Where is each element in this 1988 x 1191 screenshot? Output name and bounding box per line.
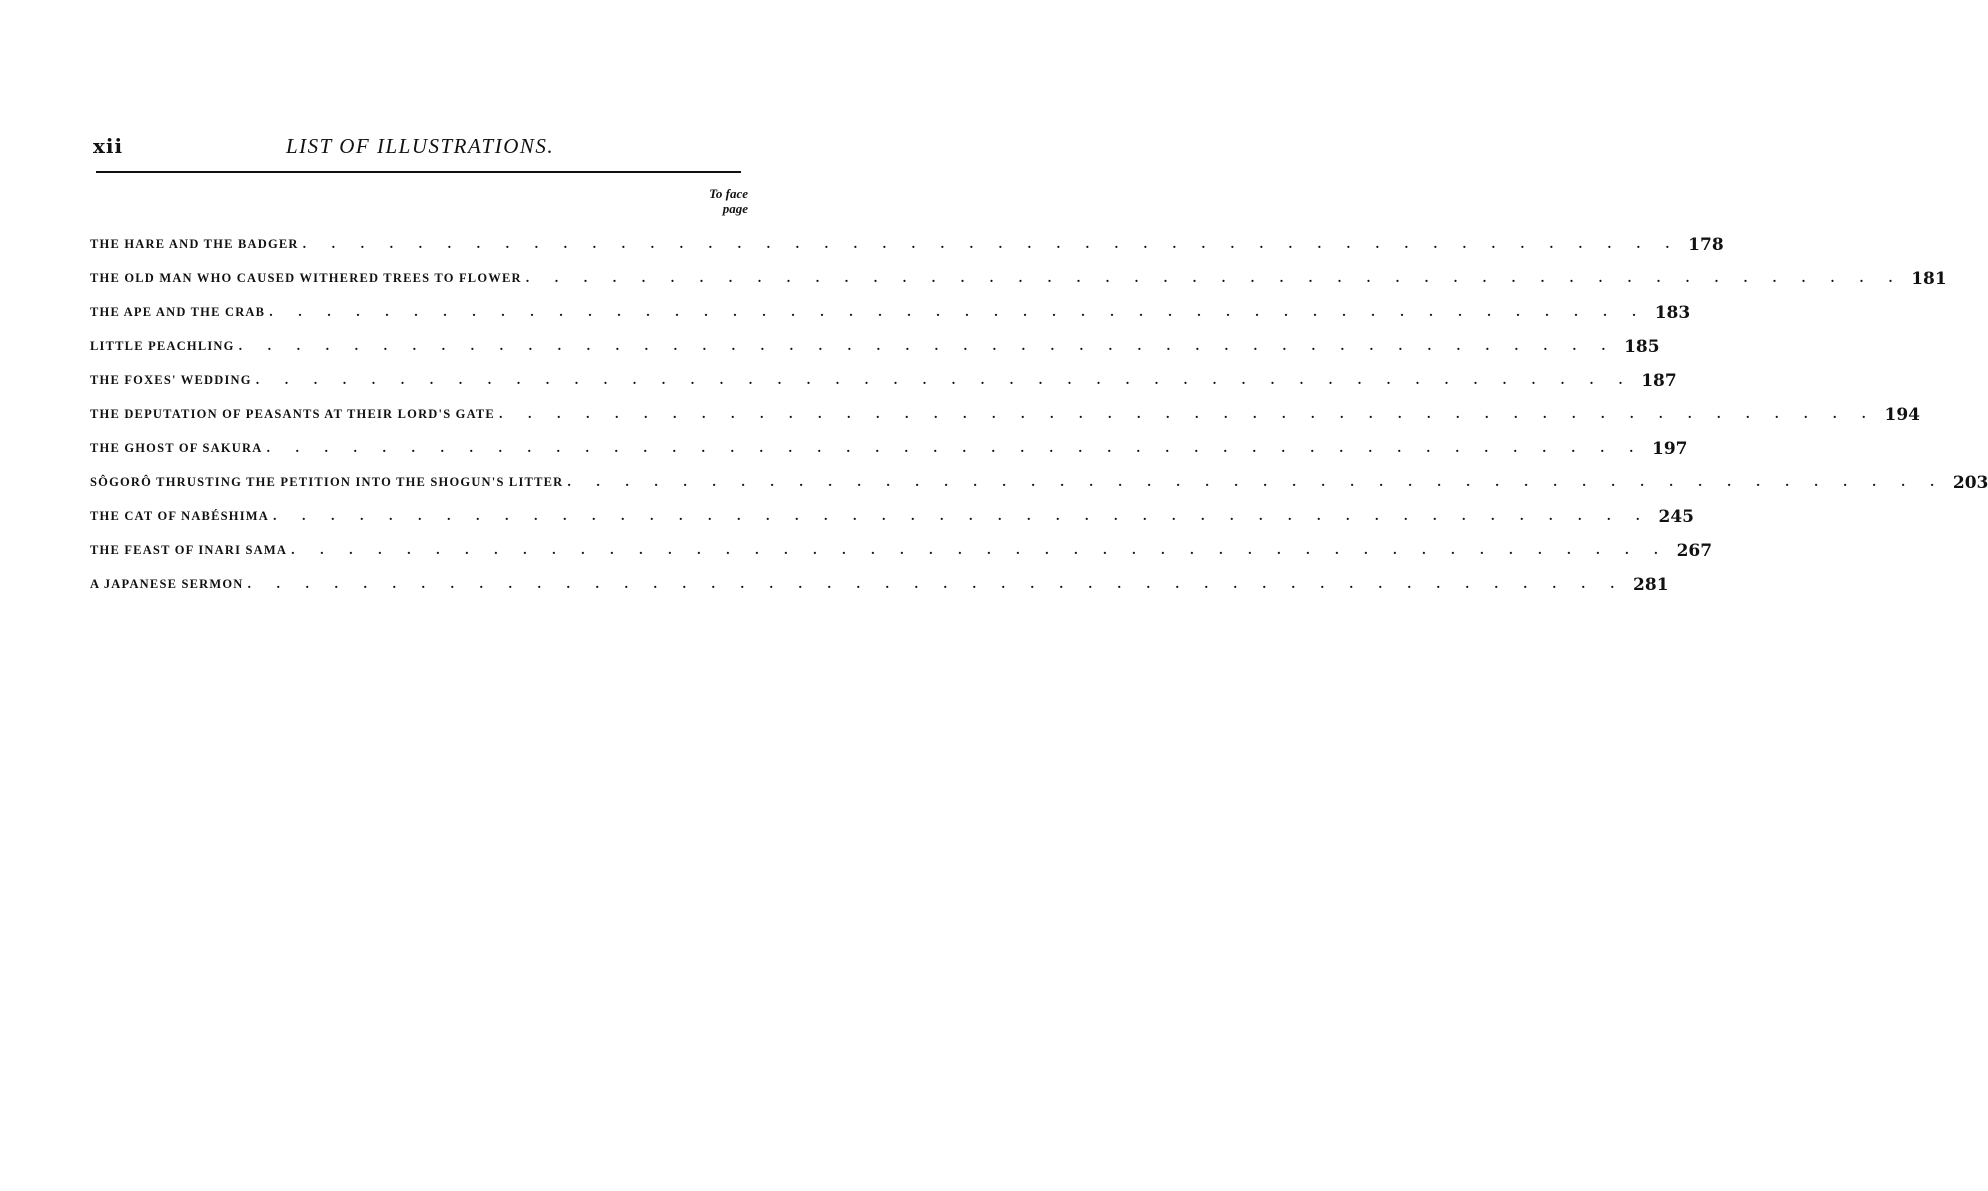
entry-page: 245 [1658, 507, 1694, 527]
entry-title: A JAPANESE SERMON [90, 577, 244, 591]
list-item [90, 460, 1988, 494]
entry-title: THE OLD MAN WHO CAUSED WITHERED TREES TO FLOWER [90, 271, 522, 285]
list-item [90, 426, 1688, 460]
list-item [90, 290, 1691, 324]
entry-page: 178 [1688, 235, 1724, 255]
leader-dots: . . . . . . . . . . . . . . . . . . . . . . . . . . . . . . . . . . . . . . . . . . . . . . . . [291, 543, 1669, 558]
leader-dots: . . . . . . . . . . . . . . . . . . . . . . . . . . . . . . . . . . . . . . . . . . . . . . . . [266, 441, 1644, 456]
entry-page: 183 [1654, 303, 1691, 323]
entry-page: 267 [1676, 541, 1713, 561]
header-rule [96, 171, 741, 173]
entry-title: THE APE AND THE CRAB [90, 305, 266, 319]
illustrations-list [90, 222, 1988, 596]
entry-page: 197 [1651, 439, 1688, 459]
column-heading-line1: To face [709, 186, 748, 201]
entry-page: 185 [1624, 337, 1660, 357]
entry-title: LITTLE PEACHLING [90, 339, 235, 353]
list-item [90, 392, 1920, 426]
entry-title: SÔGORÔ THRUSTING THE PETITION INTO THE SHOGUN'S LITTER [90, 475, 564, 489]
leader-dots: . . . . . . . . . . . . . . . . . . . . . . . . . . . . . . . . . . . . . . . . . . . . . . . . [238, 339, 1617, 354]
entry-title: THE GHOST OF SAKURA [90, 441, 263, 455]
list-item [90, 222, 1724, 256]
list-item [90, 256, 1947, 290]
entry-page: 281 [1633, 575, 1669, 595]
leader-dots: . . . . . . . . . . . . . . . . . . . . . . . . . . . . . . . . . . . . . . . . . . . . . . . . [247, 577, 1626, 592]
list-item [90, 528, 1713, 562]
list-item [90, 562, 1669, 596]
list-item [90, 324, 1660, 358]
entry-page: 194 [1884, 405, 1920, 425]
leader-dots: . . . . . . . . . . . . . . . . . . . . . . . . . . . . . . . . . . . . . . . . . . . . . . . . [273, 509, 1651, 524]
leader-dots: . . . . . . . . . . . . . . . . . . . . . . . . . . . . . . . . . . . . . . . . . . . . . . . . [525, 271, 1904, 286]
entry-title: THE FEAST OF INARI SAMA [90, 543, 288, 557]
leader-dots: . . . . . . . . . . . . . . . . . . . . . . . . . . . . . . . . . . . . . . . . . . . . . . . . [498, 407, 1877, 422]
list-item [90, 358, 1677, 392]
entry-title: THE DEPUTATION OF PEASANTS AT THEIR LORD'S GATE [90, 407, 495, 421]
entry-page: 187 [1641, 371, 1677, 391]
leader-dots: . . . . . . . . . . . . . . . . . . . . . . . . . . . . . . . . . . . . . . . . . . . . . . . . [302, 237, 1681, 252]
entry-page: 203 [1952, 473, 1988, 493]
leader-dots: . . . . . . . . . . . . . . . . . . . . . . . . . . . . . . . . . . . . . . . . . . . . . . . . [567, 475, 1945, 490]
leader-dots: . . . . . . . . . . . . . . . . . . . . . . . . . . . . . . . . . . . . . . . . . . . . . . . . [255, 373, 1634, 388]
entry-title: THE CAT OF NABÉSHIMA [90, 509, 269, 523]
list-item [90, 494, 1694, 528]
entry-title: THE HARE AND THE BADGER [90, 237, 299, 251]
running-title: LIST OF ILLUSTRATIONS. [286, 134, 555, 158]
entry-page: 181 [1911, 269, 1947, 289]
leader-dots: . . . . . . . . . . . . . . . . . . . . . . . . . . . . . . . . . . . . . . . . . . . . . . . . [269, 305, 1647, 320]
column-heading-line2: page [722, 201, 748, 216]
column-heading [709, 186, 748, 216]
entry-title: THE FOXES' WEDDING [90, 373, 252, 387]
page-number: xii [93, 134, 124, 158]
